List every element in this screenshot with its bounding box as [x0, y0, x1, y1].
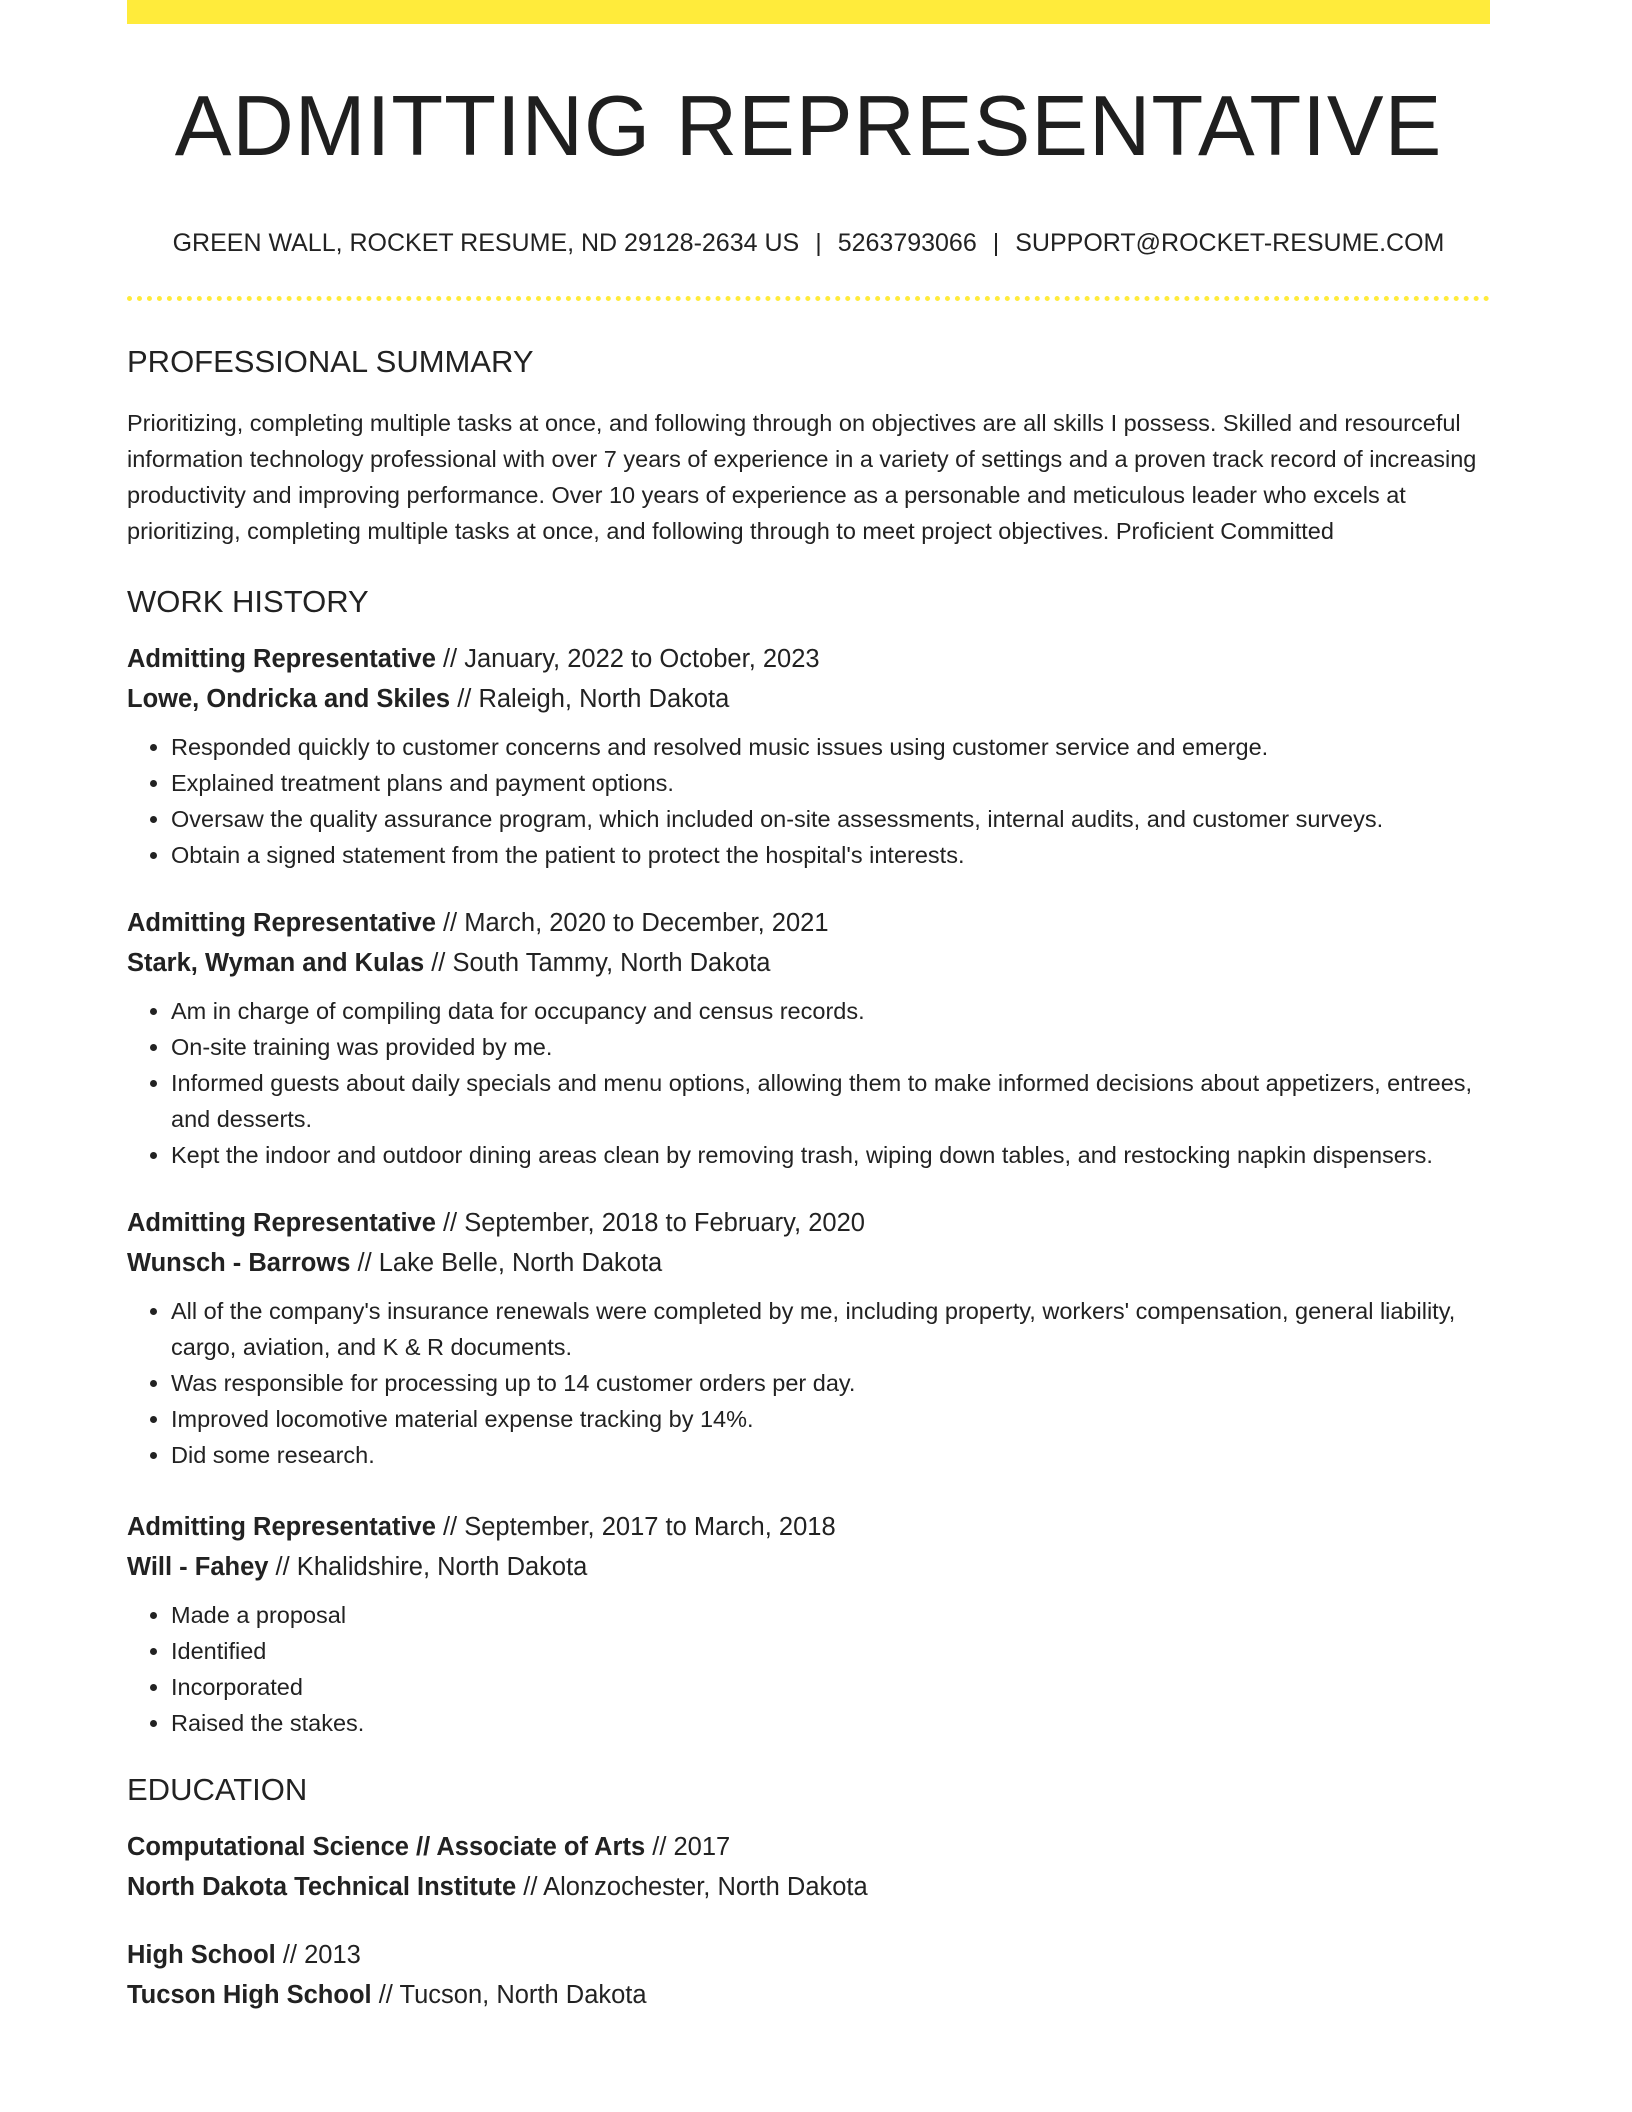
job-company-line [127, 1243, 1490, 1283]
education-location: // Tucson, North Dakota [371, 1981, 647, 2009]
job-bullet: • Did some research. [171, 1437, 1490, 1473]
job-entry [127, 1203, 1490, 1473]
job-entry [127, 639, 1490, 873]
contact-email[interactable]: SUPPORT@ROCKET-RESUME.COM [1015, 229, 1445, 257]
education-school-line [127, 1975, 1490, 2015]
job-role: Admitting Representative [127, 909, 436, 937]
job-company-line [127, 679, 1490, 719]
dotted-divider [127, 296, 1490, 301]
job-bullet: • Improved locomotive material expense tracking by 14%. [171, 1401, 1490, 1437]
job-title-line [127, 1203, 1490, 1243]
job-bullet: • All of the company's insurance renewals were completed by me, including property, workers' compensation, general liability, cargo, aviation, and K & R documents. [171, 1293, 1490, 1365]
education-heading: EDUCATION [127, 1772, 308, 1807]
summary-heading: PROFESSIONAL SUMMARY [127, 344, 534, 379]
job-bullet-list [127, 729, 1490, 873]
education-year: // 2013 [275, 1941, 361, 1969]
job-entry [127, 903, 1490, 1173]
contact-phone[interactable]: 5263793066 [837, 229, 977, 257]
contact-separator: | [815, 229, 822, 257]
contact-line [127, 231, 1490, 256]
job-bullet-list [127, 993, 1490, 1173]
job-role: Admitting Representative [127, 645, 436, 673]
resume-page [127, 0, 1490, 2015]
job-bullet: • On-site training was provided by me. [171, 1029, 1490, 1065]
education-school-line [127, 1867, 1490, 1907]
job-location: // Khalidshire, North Dakota [268, 1553, 588, 1581]
job-company-line [127, 1547, 1490, 1587]
education-degree-line [127, 1827, 1490, 1867]
job-bullet: • Kept the indoor and outdoor dining areas clean by removing trash, wiping down tables, and restocking napkin dispensers. [171, 1137, 1490, 1173]
job-bullet: • Am in charge of compiling data for occupancy and census records. [171, 993, 1490, 1029]
job-dates: // January, 2022 to October, 2023 [435, 645, 820, 673]
accent-top-bar [127, 0, 1490, 24]
job-bullet: • Obtain a signed statement from the patient to protect the hospital's interests. [171, 837, 1490, 873]
job-bullet: • Explained treatment plans and payment options. [171, 765, 1490, 801]
job-title-line [127, 1507, 1490, 1547]
job-role: Admitting Representative [127, 1513, 436, 1541]
job-dates: // September, 2018 to February, 2020 [435, 1209, 865, 1237]
contact-address: GREEN WALL, ROCKET RESUME, ND 29128-2634 US [172, 229, 800, 257]
job-location: // Lake Belle, North Dakota [350, 1249, 663, 1277]
education-entry [127, 1827, 1490, 1907]
job-company: Wunsch - Barrows [127, 1249, 351, 1277]
summary-text: Prioritizing, completing multiple tasks at once, and following through on objectives are all skills I possess. Skilled and resourceful information technology professional with over 7 years of experience in a variety of settings and a proven track record of increasing productivity and improving performance. Over 10 years of experience as a personable and meticulous leader who excels at prioritizing, completing multiple tasks at once, and following through to meet project objectives. Proficient Committed [127, 410, 1477, 544]
education-school: North Dakota Technical Institute [127, 1873, 517, 1901]
job-bullet: • Oversaw the quality assurance program, which included on-site assessments, internal audits, and customer surveys. [171, 801, 1490, 837]
job-bullet-list [127, 1293, 1490, 1473]
job-bullet: • Was responsible for processing up to 14 customer orders per day. [171, 1365, 1490, 1401]
job-title-line [127, 903, 1490, 943]
education-degree: High School [127, 1941, 276, 1969]
job-role: Admitting Representative [127, 1209, 436, 1237]
job-bullet: • Made a proposal [171, 1597, 1490, 1633]
work-history-heading: WORK HISTORY [127, 584, 369, 619]
job-bullet: • Responded quickly to customer concerns and resolved music issues using customer service and emerge. [171, 729, 1490, 765]
job-company-line [127, 943, 1490, 983]
job-location: // Raleigh, North Dakota [450, 685, 730, 713]
job-bullet: • Incorporated [171, 1669, 1490, 1705]
contact-separator: | [992, 229, 1000, 257]
resume-name: ADMITTING REPRESENTATIVE [174, 79, 1443, 174]
job-location: // South Tammy, North Dakota [424, 949, 771, 977]
job-title-line [127, 639, 1490, 679]
job-company: Will - Fahey [127, 1553, 269, 1581]
job-bullet: • Raised the stakes. [171, 1705, 1490, 1741]
job-dates: // March, 2020 to December, 2021 [435, 909, 829, 937]
job-dates: // September, 2017 to March, 2018 [435, 1513, 836, 1541]
job-entry [127, 1507, 1490, 1741]
job-bullet: • Informed guests about daily specials and menu options, allowing them to make informed decisions about appetizers, entrees, and desserts. [171, 1065, 1490, 1137]
education-degree-line [127, 1935, 1490, 1975]
job-bullet: • Identified [171, 1633, 1490, 1669]
education-degree: Computational Science // Associate of Arts [127, 1833, 646, 1861]
education-location: // Alonzochester, North Dakota [516, 1873, 868, 1901]
education-entry [127, 1935, 1490, 2015]
job-company: Lowe, Ondricka and Skiles [127, 685, 451, 713]
job-bullet-list [127, 1597, 1490, 1741]
job-company: Stark, Wyman and Kulas [127, 949, 425, 977]
education-year: // 2017 [645, 1833, 731, 1861]
education-school: Tucson High School [127, 1981, 372, 2009]
